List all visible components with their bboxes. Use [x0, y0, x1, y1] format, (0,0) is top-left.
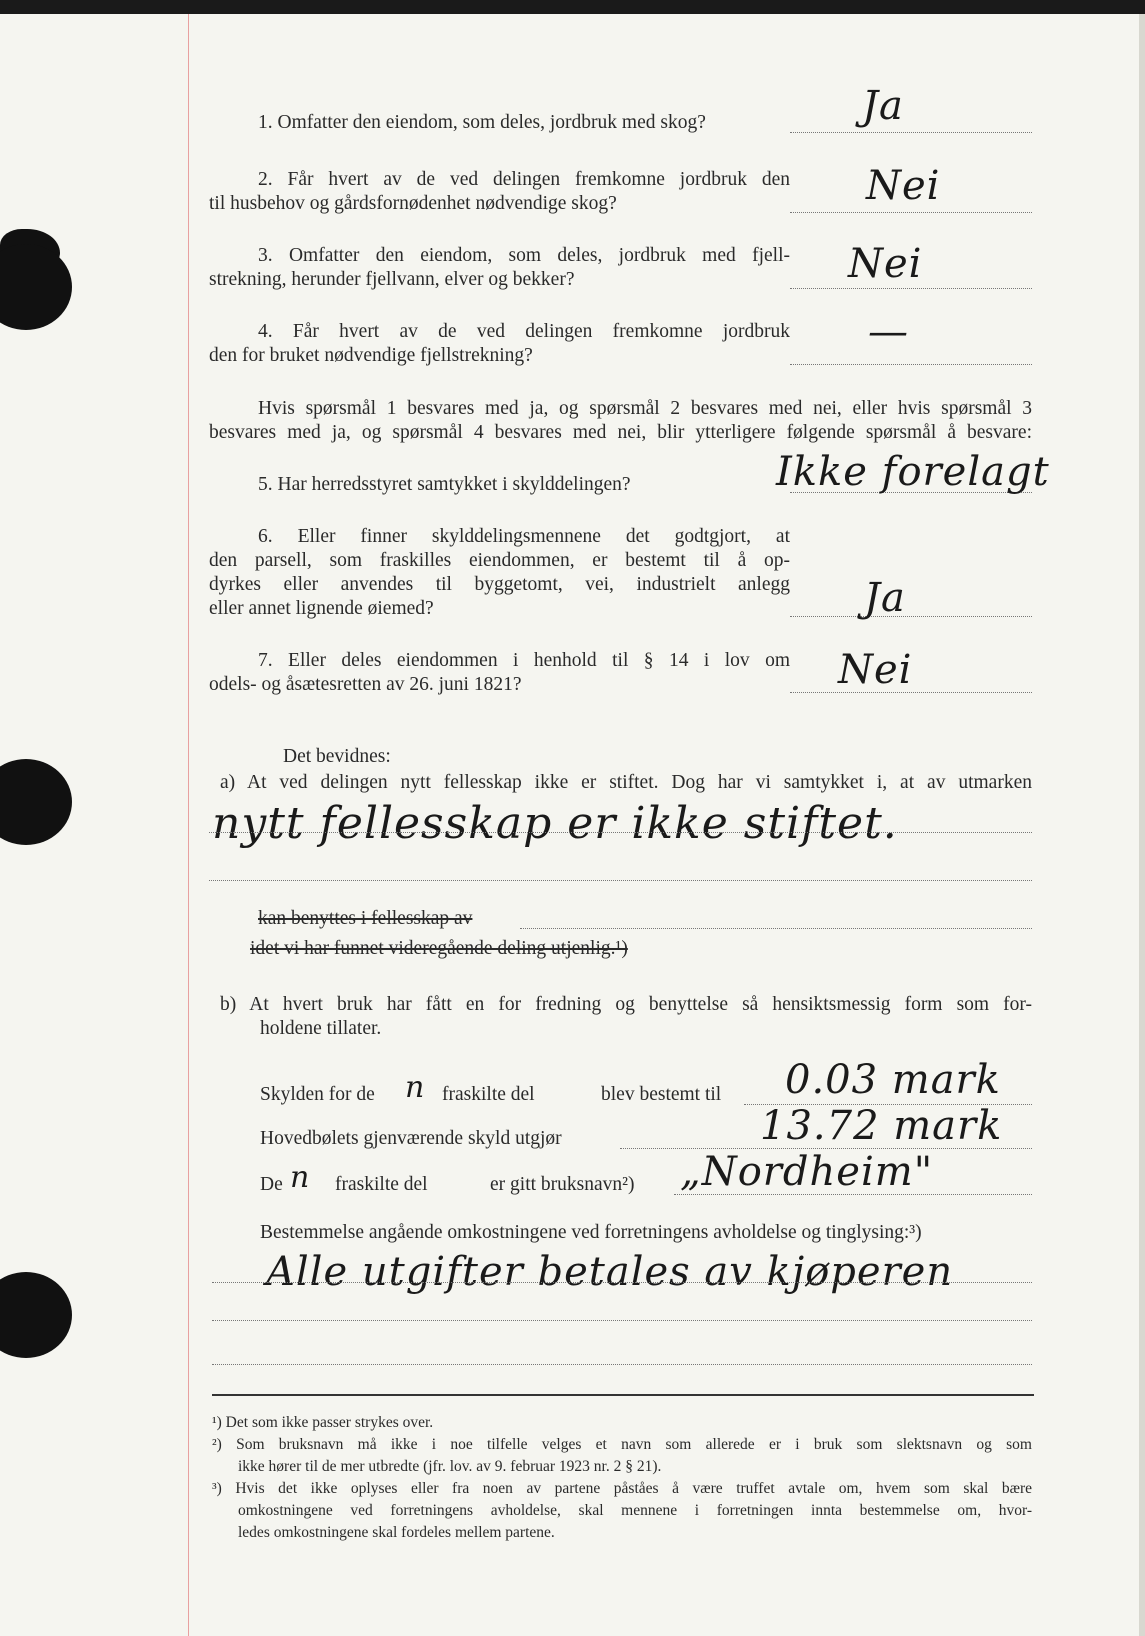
skyld-label-b: fraskilte del	[442, 1084, 535, 1105]
attest-a-handwritten: nytt fellesskap er ikke stiftet.	[212, 798, 898, 849]
fill-line	[212, 1282, 1032, 1283]
footnote-3-cont: omkostningene ved forretningens avholdelse, skal mennene i forretningen innta bestemmelse om, hvor-	[238, 1502, 1032, 1519]
question-6: 6. Eller finner skylddelingsmennene det godtgjort, at	[258, 526, 790, 547]
skyld-label-c: blev bestemt til	[601, 1084, 722, 1105]
footnote-2: ²) Som bruksnavn må ikke i noe tilfelle velges et navn som allerede er i bruk som slektsnavn og som	[212, 1436, 1032, 1453]
navn-hand-n: n	[290, 1160, 311, 1195]
footnote-rule	[212, 1394, 1034, 1396]
attest-b-cont: holdene tillater.	[260, 1018, 382, 1039]
answer-5: Ikke forelagt	[776, 449, 1050, 495]
question-6-cont: den parsell, som fraskilles eiendommen, er bestemt til å op-	[209, 550, 790, 571]
question-2: 2. Får hvert av de ved delingen fremkomne jordbruk den	[258, 169, 790, 190]
attest-heading: Det bevidnes:	[283, 746, 391, 767]
punch-hole	[0, 244, 72, 330]
question-2-cont: til husbehov og gårdsfornødenhet nødvendige skog?	[209, 193, 617, 214]
answer-4: —	[868, 309, 909, 355]
question-4: 4. Får hvert av de ved delingen fremkomne jordbruk	[258, 321, 790, 342]
attest-a: a) At ved delingen nytt fellesskap ikke er stiftet. Dog har vi samtykket i, at av utmarken	[220, 772, 1032, 793]
navn-label-b: fraskilte del	[335, 1174, 428, 1195]
footnote-3-cont: ledes omkostningene skal fordeles mellem partene.	[238, 1524, 555, 1541]
navn-label-c: er gitt bruksnavn²)	[490, 1174, 635, 1195]
condition-text: Hvis spørsmål 1 besvares med ja, og spørsmål 2 besvares med nei, eller hvis spørsmål 3	[258, 398, 1032, 419]
answer-7: Nei	[838, 647, 913, 693]
struck-text: idet vi har funnet videregående deling utjenlig.¹)	[250, 938, 628, 959]
question-1: 1. Omfatter den eiendom, som deles, jordbruk med skog?	[258, 112, 706, 133]
skyld-hand-n: n	[405, 1070, 426, 1105]
condition-text-cont: besvares med ja, og spørsmål 4 besvares med nei, blir ytterligere følgende spørsmål å besvare:	[209, 422, 1032, 443]
footnote-1: ¹) Det som ikke passer strykes over.	[212, 1414, 434, 1431]
question-6-cont: dyrkes eller anvendes til byggetomt, vei, industrielt anlegg	[209, 574, 790, 595]
answer-2: Nei	[866, 163, 941, 209]
footnote-3: ³) Hvis det ikke oplyses eller fra noen av partene påståes å være truffet avtale om, hvem som skal bære	[212, 1480, 1032, 1497]
document-page	[0, 14, 1145, 1636]
fill-line	[212, 1364, 1032, 1365]
bestemmelse-value: Alle utgifter betales av kjøperen	[266, 1249, 954, 1295]
answer-6: Ja	[864, 575, 906, 621]
answer-line	[790, 364, 1032, 365]
fill-line	[209, 832, 1032, 833]
question-3-cont: strekning, herunder fjellvann, elver og bekker?	[209, 269, 575, 290]
fill-line	[212, 1320, 1032, 1321]
bestemmelse-label: Bestemmelse angående omkostningene ved forretningens avholdelse og tinglysing:³)	[260, 1222, 922, 1243]
question-6-cont: eller annet lignende øiemed?	[209, 598, 434, 619]
question-7: 7. Eller deles eiendommen i henhold til § 14 i lov om	[258, 650, 790, 671]
fill-line	[520, 928, 1032, 929]
punch-hole	[0, 759, 72, 845]
navn-value: „Nordheim"	[680, 1149, 934, 1195]
fill-line	[209, 880, 1032, 881]
punch-hole	[0, 1272, 72, 1358]
skyld-value: 0.03 mark	[785, 1057, 1001, 1103]
attest-b: b) At hvert bruk har fått en for fredning og benyttelse så hensiktsmessig form som for-	[220, 994, 1032, 1015]
answer-1: Ja	[862, 83, 904, 129]
answer-line	[790, 288, 1032, 289]
answer-line	[790, 212, 1032, 213]
answer-3: Nei	[848, 241, 923, 287]
question-4-cont: den for bruket nødvendige fjellstrekning?	[209, 345, 533, 366]
hoved-value: 13.72 mark	[760, 1103, 1003, 1149]
skyld-label: Skylden for de	[260, 1084, 375, 1105]
question-3: 3. Omfatter den eiendom, som deles, jordbruk med fjell-	[258, 245, 790, 266]
question-7-cont: odels- og åsætesretten av 26. juni 1821?	[209, 674, 522, 695]
struck-text: kan benyttes i fellesskap av	[258, 908, 473, 929]
answer-line	[790, 132, 1032, 133]
question-5: 5. Har herredsstyret samtykket i skylddelingen?	[258, 474, 631, 495]
footnote-2-cont: ikke hører til de mer utbredte (jfr. lov. av 9. februar 1923 nr. 2 § 21).	[238, 1458, 662, 1475]
margin-line	[188, 14, 189, 1636]
hoved-label: Hovedbølets gjenværende skyld utgjør	[260, 1128, 562, 1149]
answer-line	[790, 616, 1032, 617]
page-edge	[1139, 14, 1145, 1636]
navn-label: De	[260, 1174, 283, 1195]
